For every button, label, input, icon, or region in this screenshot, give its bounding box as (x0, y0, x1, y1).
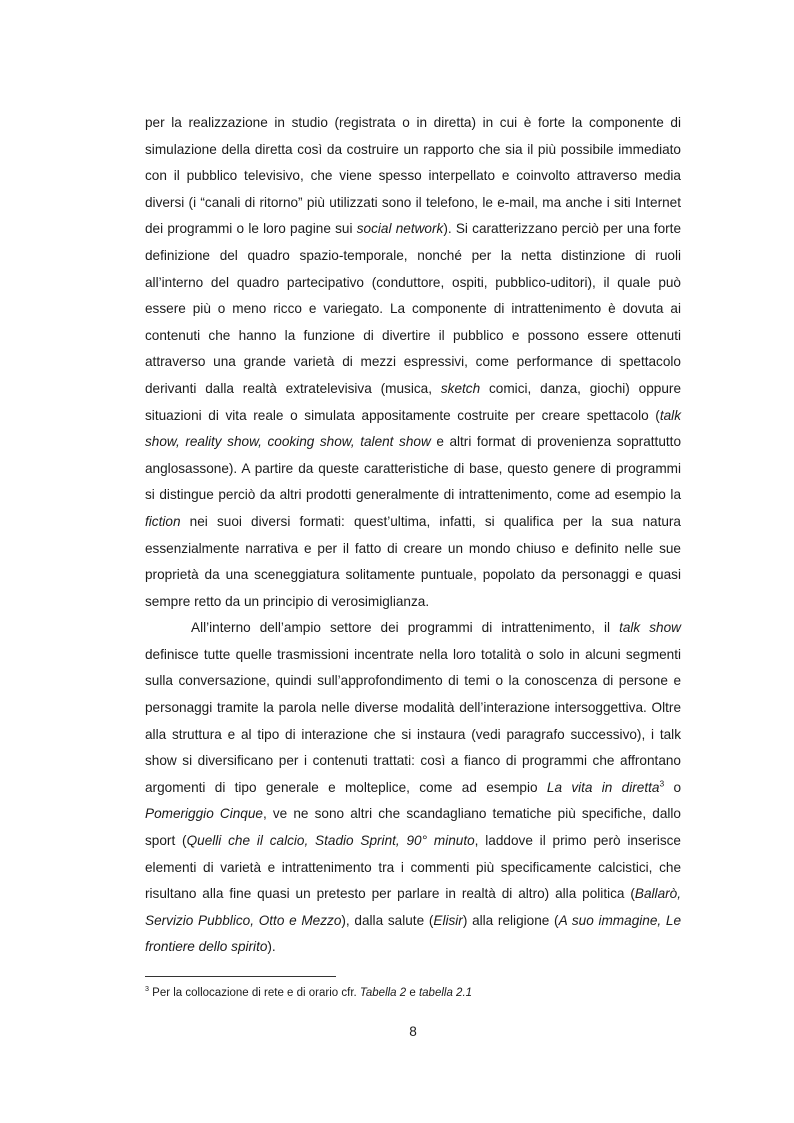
italic-text: talk show (619, 620, 681, 636)
text-run: ), dalla salute ( (341, 912, 434, 928)
italic-text: tabella 2.1 (418, 987, 473, 999)
text-run: definisce tutte quelle trasmissioni incentrate nella loro totalità o solo in alcuni segmenti sulla conversazione, quindi sull’approfondimento di temi o la conoscenza di persone e personaggi tramite la parola nelle diverse modalità dell’interazione intersoggettiva. Oltre alla struttura e al tipo di interazione che si instaura (vedi paragrafo successivo), i talk show si diversificano per i contenuti trattati: così a fianco di programmi che affrontano argomenti di tipo generale e molteplice, come ad esempio (145, 646, 681, 795)
italic-text: La vita in diretta (546, 779, 660, 795)
italic-text: Ballarò, Servizio Pubblico, Otto e Mezzo (145, 886, 681, 928)
text-run: e altri format di provenienza soprattutto anglosassone). A partire da queste caratteristiche di base, questo genere di programmi si distingue perciò da altri prodotti generalmente di intrattenimento, come ad esempio la (145, 434, 682, 503)
footnote-separator (145, 976, 336, 977)
italic-text: Elisir (433, 912, 463, 928)
text-run: o (664, 779, 682, 795)
text-run: All’interno dell’ampio settore dei programmi di intrattenimento, il (191, 620, 620, 636)
italic-text: A suo immagine, Le frontiere dello spirito (145, 912, 681, 955)
text-run: ) alla religione ( (462, 912, 559, 928)
footnote-text (149, 987, 472, 999)
italic-text: talk show, reality show, cooking show, talent show (145, 407, 681, 450)
italic-text: Tabella 2 (359, 987, 407, 999)
body-text (145, 110, 681, 961)
text-run: ). (267, 939, 276, 955)
text-run: nei suoi diversi formati: quest’ultima, infatti, si qualifica per la sua natura essenzialmente narrativa e per il fatto di creare un mondo chiuso e definito nelle sue proprietà da una sceneggiatura solitamente puntuale, popolato da personaggi e quasi sempre retto da un principio di verosimiglianza. (145, 513, 681, 609)
footnote-marker: 3 (145, 985, 149, 994)
text-run: , ve ne sono altri che scandagliano tematiche più specifiche, dallo sport ( (145, 806, 681, 849)
page-number: 8 (409, 1024, 417, 1039)
italic-text: fiction (145, 513, 181, 529)
text-run: comici, danza, giochi) oppure situazioni di vita reale o simulata appositamente costruite per creare spettacolo ( (145, 380, 682, 423)
italic-text: Pomeriggio Cinque (145, 806, 263, 822)
footnote-ref: 3 (659, 778, 665, 789)
text-run: ). Si caratterizzano perciò per una forte definizione del quadro spazio-temporale, nonché per la netta distinzione di ruoli all’interno del quadro partecipativo (conduttore, ospiti, pubblico-uditori), il quale può essere più o meno ricco e variegato. La componente di intrattenimento è dovuta ai contenuti che hanno la funzione di divertire il pubblico e possono essere ottenuti attraverso una grande varietà di mezzi espressivi, come performance di spettacolo derivanti dalla realtà extratelevisiva (musica, (145, 221, 682, 396)
footnote (145, 984, 681, 1002)
text-run: , laddove il primo però inserisce elementi di varietà e intrattenimento tra i commenti più specificamente calcistici, che risultano alla fine quasi un pretesto per parlare in realtà di altro) alla politica ( (145, 833, 681, 902)
italic-text: Quelli che il calcio, Stadio Sprint, 90° minuto (186, 833, 475, 849)
italic-text: social network (356, 221, 444, 237)
text-run: per la realizzazione in studio (registrata o in diretta) in cui è forte la componente di simulazione della diretta così da costruire un rapporto che sia il più possibile immediato con il pubblico televisivo, che viene spesso interpellato e coinvolto attraverso media diversi (i “canali di ritorno” più utilizzati sono il telefono, le e-mail, ma anche i siti Internet dei programmi o le loro pagine sui (145, 115, 681, 237)
text-run: Per la collocazione di rete e di orario cfr. (148, 987, 360, 999)
italic-text: sketch (440, 380, 481, 396)
paragraph (145, 615, 681, 961)
paragraph (145, 110, 681, 615)
text-run: e (406, 987, 419, 999)
